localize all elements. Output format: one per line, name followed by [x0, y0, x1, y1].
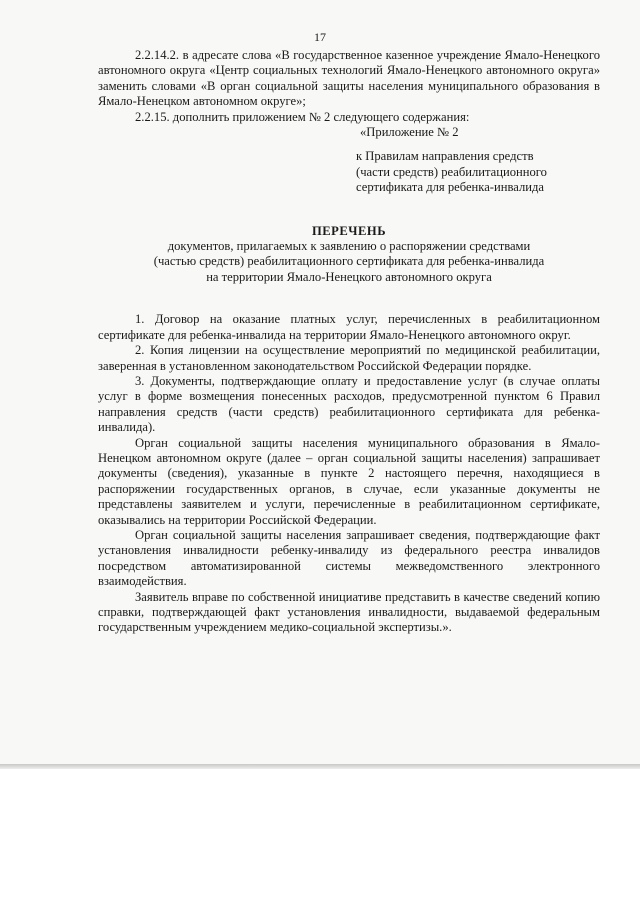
page-number: 17: [314, 30, 326, 44]
list-subtitle-line: (частью средств) реабилитационного сертификата для ребенка-инвалида: [153, 254, 545, 269]
list-subtitle-line: документов, прилагаемых к заявлению о распоряжении средствами: [167, 239, 531, 254]
document-body: [98, 48, 600, 636]
list-subtitle: [98, 239, 600, 285]
appendix-caption-line: к Правилам направления средств: [356, 149, 534, 164]
paragraph-request-disability-info: Орган социальной защиты населения запрашивает сведения, подтверждающие факт установления инвалидности ребенку-инвалиду из федерального реестра инвалидов посредством автоматизированной системы межведомственного электронного взаимодействия.: [98, 527, 600, 589]
appendix-heading: «Приложение № 2: [360, 125, 459, 140]
appendix-caption: [356, 149, 600, 195]
list-title: ПЕРЕЧЕНЬ: [311, 223, 387, 238]
scan-edge-shadow: [0, 764, 640, 769]
appendix-caption-line: (части средств) реабилитационного: [356, 164, 547, 179]
amendment-paragraph-2-2-14-2: 2.2.14.2. в адресате слова «В государственное казенное учреждение Ямало-Ненецкого автономного округа «Центр социальных технологий Ямало-Ненецкого автономного округа» заменить словами «В орган социальной защиты населения муниципального образования в Ямало-Ненецком автономном округе»;: [98, 48, 600, 109]
appendix-caption-line: сертификата для ребенка-инвалида: [356, 180, 544, 195]
amendment-paragraph-2-2-15: 2.2.15. дополнить приложением № 2 следующего содержания:: [135, 109, 470, 124]
paragraph-applicant-right: Заявитель вправе по собственной инициативе представить в качестве сведений копию справки, подтверждающей факт установления инвалидности, выдаваемой федеральным государственным учреждением медико-социальной экспертизы.».: [98, 589, 600, 635]
document-list: [98, 312, 600, 636]
list-subtitle-line: на территории Ямало-Ненецкого автономного округа: [206, 269, 492, 284]
list-item-3: 3. Документы, подтверждающие оплату и предоставление услуг (в случае оплаты услуг в форме возмещения понесенных расходов, предусмотренной пунктом 6 Правил направления средств (части средств) реабилитационного сертификата для ребенка-инвалида).: [98, 373, 600, 435]
list-item-1: 1. Договор на оказание платных услуг, перечисленных в реабилитационном сертификате для ребенка-инвалида на территории Ямало-Ненецкого автономного округ.: [98, 312, 600, 342]
paragraph-request-documents: Орган социальной защиты населения муниципального образования в Ямало-Ненецком автономном округе (далее – орган социальной защиты населения) запрашивает документы (сведения), указанные в пункте 2 настоящего перечня, находящиеся в распоряжении государственных органов, в случае, если указанные документы не представлены заявителем и услуги, перечисленные в реабилитационном сертификате, оказывались на территории Российской Федерации.: [98, 435, 600, 527]
list-item-2: 2. Копия лицензии на осуществление мероприятий по медицинской реабилитации, заверенная в установленном законодательством Российской Федерации порядке.: [98, 343, 600, 373]
